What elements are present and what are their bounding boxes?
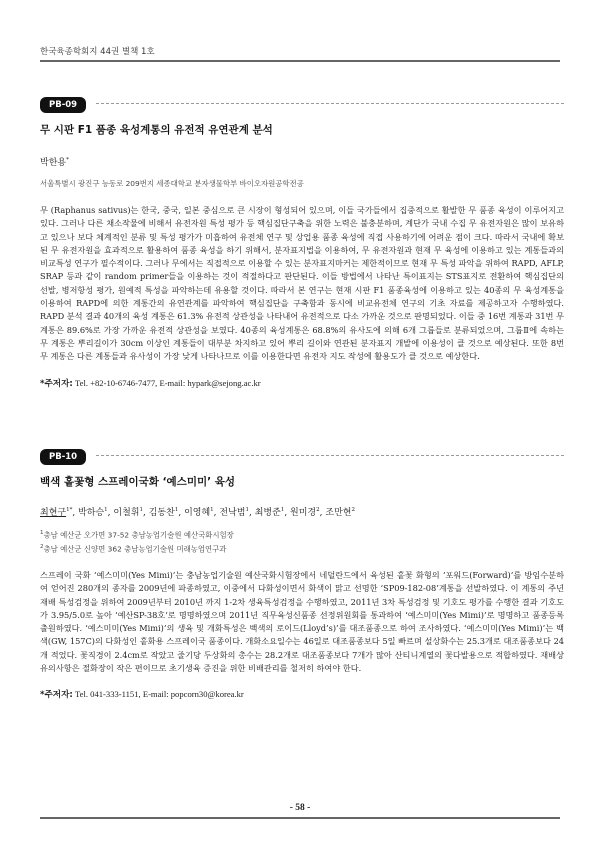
contact-info: Tel. +82-10-6746-7477, E-mail: hypark@sejong.ac.kr bbox=[75, 377, 261, 388]
author-name: 원미경 bbox=[290, 508, 317, 518]
author-mark: 1 bbox=[210, 507, 214, 513]
affiliation-mark: 1 bbox=[40, 530, 44, 536]
abstract-title: 무 시판 F1 품종 육성계통의 유전적 유연관계 분석 bbox=[40, 124, 273, 136]
abstract-title: 백색 홑꽃형 스프레이국화 ‘예스미미’ 육성 bbox=[40, 476, 236, 488]
abstract-pb-10 bbox=[40, 446, 564, 700]
affiliation: $^2$충남 예산군 신양면 362 충남농업기술원 미래농업연구과 bbox=[40, 544, 227, 554]
abstract-body: 스프레이 국화 ‘예스미미(Yes Mimi)’는 충남농업기술원 예산국화시험장에서 네덜란드에서 육성된 홑꽃 화형의 ‘포워드(Forward)’를 방임수분하여 얻어진 280개의 종자를 2009년에 파종하였고, 이중에서 다화성이면서 화색이 맑고 선명한 ‘SP09-182-08’계통을 선발하였다. 이 계통의 주년재배 특성검정을 위하여 2009년부터 2010년 까지 1-2차 생육특성검정을 수행하였고, 2011년 3차 특성검정 및 기호도 평가를 수행한 결과 기호도가 3.95/5.0로 높아 ‘예산SP-38호’로 명명하였으며 2011년 직무육성신품종 선정위원회를 통과하여 ‘예스미미(Yes Mimi)’로 명명하고 품종등록 출원하였다. ‘예스미미(Yes Mimi)’의 생육 및 개화특성은 백색의 로이드(Lloyd’s)’를 대조품종으로 하여 조사하였다. ‘예스미미(Yes Mimi)’는 백색(GW, 157C)의 다화성인 홑화용 스프레이국 품종이다. 개화소요일수는 46일로 대조품종보다 5일 빠르며 설상화수는 25.3개로 대조품종보다 24개 적었다. 꽃직경이 2.4cm로 작았고 줄기당 두상화의 총수는 28.2개로 대조품종보다 7개가 많아 산티니계열의 꽃다발용으로 적합하였다. 재배상 유의사항은 절화장이 작은 편이므로 초기생육 증진을 위한 비배관리를 철저히 하여야 한다. bbox=[40, 569, 564, 674]
affiliation: 서울특별시 광진구 능동로 209번지 세종대학교 분자생물학부 바이오자원공학전공 bbox=[40, 179, 304, 188]
author-mark: 1 bbox=[104, 507, 108, 513]
footer-rule bbox=[40, 817, 560, 819]
affiliation-mark: 2 bbox=[40, 544, 44, 551]
author-mark: * bbox=[66, 157, 69, 163]
page-number: - 58 - bbox=[289, 803, 311, 813]
author-mark: 1 bbox=[174, 507, 179, 513]
author-name: 이철휘 bbox=[113, 508, 140, 518]
running-head: 한국육종학회지 44권 별책 1호 bbox=[40, 47, 155, 57]
author-name: 이영혜 bbox=[184, 508, 211, 518]
author-name: 박한용 bbox=[40, 158, 67, 168]
author-mark: 2 bbox=[351, 507, 355, 513]
author-mark: 1 bbox=[280, 507, 285, 513]
abstract-badge: PB-10 bbox=[40, 449, 86, 465]
author-name: 최현구 bbox=[40, 508, 67, 518]
abstract-body: 무 (Raphanus sativus)는 한국, 중국, 일본 중심으로 큰 시장이 형성되어 있으며, 이들 국가들에서 집중적으로 활발한 무 품종 육성이 이루어지고 있다. 그러나 다른 채소작물에 비해서 유전자원 특성 평가 등 핵심집단구축을 위한 노력은 불충분하며, 계단가 국내 수집 무 유전자원은 많이 보유하고 있으나 보다 체계적인 분류 및 특성 평가가 미흡하여 유전체 연구 및 상업용 품종 육성에 직접 사용하기에 어려운 점이 크다. 따라서 국내에 확보된 무 유전자원을 효과적으로 활용하여 품종 육성을 하기 위해서, 분자표지법을 이용하여, 무 유전자원과 현재 무 육성에 이용하고 있는 계통들과의 비교특성 연구가 필수적이다. 그러나 무에서는 직접적으로 이용할 수 있는 분자표지마커는 제한적이므로 현재 무 특성 파악을 위하여 RAPD, AFLP, SRAP 등과 같이 random primer들을 이용하는 것이 적절하다고 판단된다. 이들 방법에서 나타난 특이표지는 STS표지로 전환하여 핵심집단의 선발, 병저항성 평가, 원예적 특성을 파악하는데 유용할 것이다. 따라서 본 연구는 현재 시판 F1 품종육성에 이용하고 있는 40종의 무 육성계통을 이용하여 RAPD에 의한 계통간의 유연관계를 파악하여 핵심집단을 구축함과 동시에 비교유전체 연구의 기초 자료를 제공하고자 수행하였다. RAPD 분석 결과 40개의 육성 계통은 61.3% 유전적 상관성을 나타내어 유전적으로 다소 가까운 것으로 판명되었다. 이들 중 16번 계통과 31번 무 계통은 89.6%로 가장 가까운 유전적 상관성을 보였다. 40종의 육성계통은 68.8%의 유사도에 의해 6개 그룹들로 분류되었으며, 그룹Ⅱ에 속하는 무 계통은 뿌리길이가 30cm 이상인 계통들이 대부분 차지하고 있어 뿌리 길이와 연관된 분자표지 개발에 이용성이 클 것으로 예상된다. 또한 8번 무 계통은 다른 계통들과 유사성이 가장 낮게 나타나므로 이를 이용한다면 유전자 지도 작성에 활용도가 클 것으로 예상한다. bbox=[40, 205, 564, 362]
abstract-pb-09 bbox=[40, 94, 564, 389]
header-rule bbox=[40, 60, 560, 62]
abstract-badge: PB-09 bbox=[40, 97, 86, 113]
affiliation-list bbox=[40, 527, 564, 556]
badge-divider bbox=[96, 103, 564, 104]
author-mark: 1* bbox=[66, 507, 73, 513]
author-name: 조만현 bbox=[325, 508, 352, 518]
contact-info: Tel. 041-333-1151, E-mail: popcorn30@korea.kr bbox=[75, 689, 244, 700]
contact-label: *주저자: bbox=[40, 378, 73, 389]
contact-label: *주저자: bbox=[40, 690, 73, 701]
contact-line bbox=[40, 377, 564, 389]
author-list bbox=[40, 155, 564, 168]
author-mark: 1 bbox=[139, 507, 143, 513]
author-name: 최병준 bbox=[254, 508, 281, 518]
author-name: 김동찬 bbox=[148, 508, 175, 518]
author-list: 최현구$^{1*}$, 박하승$^1$, 이철휘$^1$, 김동찬$^1$, 이영혜$^1$, 전낙범$^1$, 최병준$^1$, 원미경$^2$, 조만현$^2$ bbox=[40, 507, 355, 518]
author-mark: 2 bbox=[316, 507, 320, 513]
author-name: 박하승 bbox=[78, 508, 105, 518]
badge-divider bbox=[96, 455, 564, 456]
contact-line bbox=[40, 688, 564, 700]
affiliation: $^1$충남 예산군 오가면 37-52 충남농업기술원 예산국화시험장 bbox=[40, 530, 234, 540]
author-name: 전낙범 bbox=[219, 508, 246, 518]
author-mark: 1 bbox=[245, 507, 249, 513]
